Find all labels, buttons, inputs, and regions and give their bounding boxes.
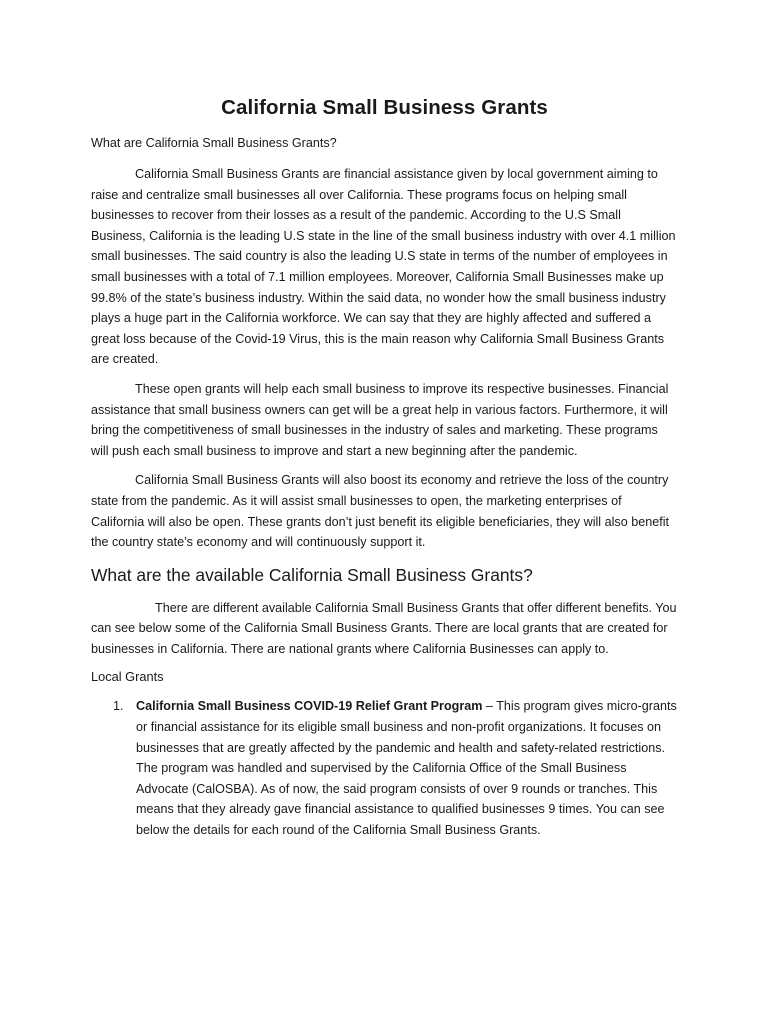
paragraph-overview: California Small Business Grants are financial assistance given by local government aiming to raise and centralize small businesses all over California. These programs focus on helping small businesses to recover from their losses as a result of the pandemic. According to the U.S Small Business, California is the leading U.S state in the line of the small business industry with over 4.1 million small businesses. The said country is also the leading U.S state in terms of the number of employees in small businesses with a total of 7.1 million employees. Moreover, California Small Businesses make up 99.8% of the state’s business industry. Within the said data, no wonder how the small business industry plays a huge part in the California workforce. We can say that they are highly affected and suffered a great loss because of the Covid-19 Virus, this is the main reason why California Small Business Grants are created. (91, 167, 676, 367)
local-grants-heading: Local Grants (91, 669, 164, 685)
list-item-title: California Small Business COVID-19 Relief Grant Program (136, 699, 483, 714)
list-item-number: 1. (113, 699, 124, 714)
document-title: California Small Business Grants (221, 96, 548, 119)
list-item (91, 696, 678, 840)
paragraph-economy: California Small Business Grants will also boost its economy and retrieve the loss of the country state from the pandemic. As it will assist small businesses to open, the marketing enterprises of California will also be open. These grants don’t just benefit its eligible beneficiaries, they will also benefit the country state’s economy and will continuously support it. (91, 473, 670, 550)
grants-list (91, 696, 678, 840)
list-item-text: – This program gives micro-grants or financial assistance for its eligible small business and non-profit organizations. It focuses on businesses that are greatly affected by the pandemic and health and safety-related restrictions. The program was handled and supervised by the California Office of the Small Business Advocate (CalOSBA). As of now, the said program consists of over 9 rounds or tranches. This means that they already gave financial assistance to qualified businesses 9 times. You can see below the details for each round of the California Small Business Grants. (136, 699, 677, 838)
paragraph-available-grants: There are different available California Small Business Grants that offer different benefits. You can see below some of the California Small Business Grants. There are local grants that are created for businesses in California. There are national grants where California Businesses can apply to. (91, 600, 677, 656)
document-body (91, 94, 678, 841)
section-heading: What are the available California Small Business Grants? (91, 564, 533, 585)
paragraph-benefits: These open grants will help each small business to improve its respective businesses. Financial assistance that small business owners can get will be a great help in various factors. Furthermore, it will bring the competitiveness of small businesses in the industry of sales and marketing. These programs will push each small business to improve and start a new beginning after the pandemic. (91, 381, 669, 458)
intro-question: What are California Small Business Grants? (91, 136, 337, 150)
